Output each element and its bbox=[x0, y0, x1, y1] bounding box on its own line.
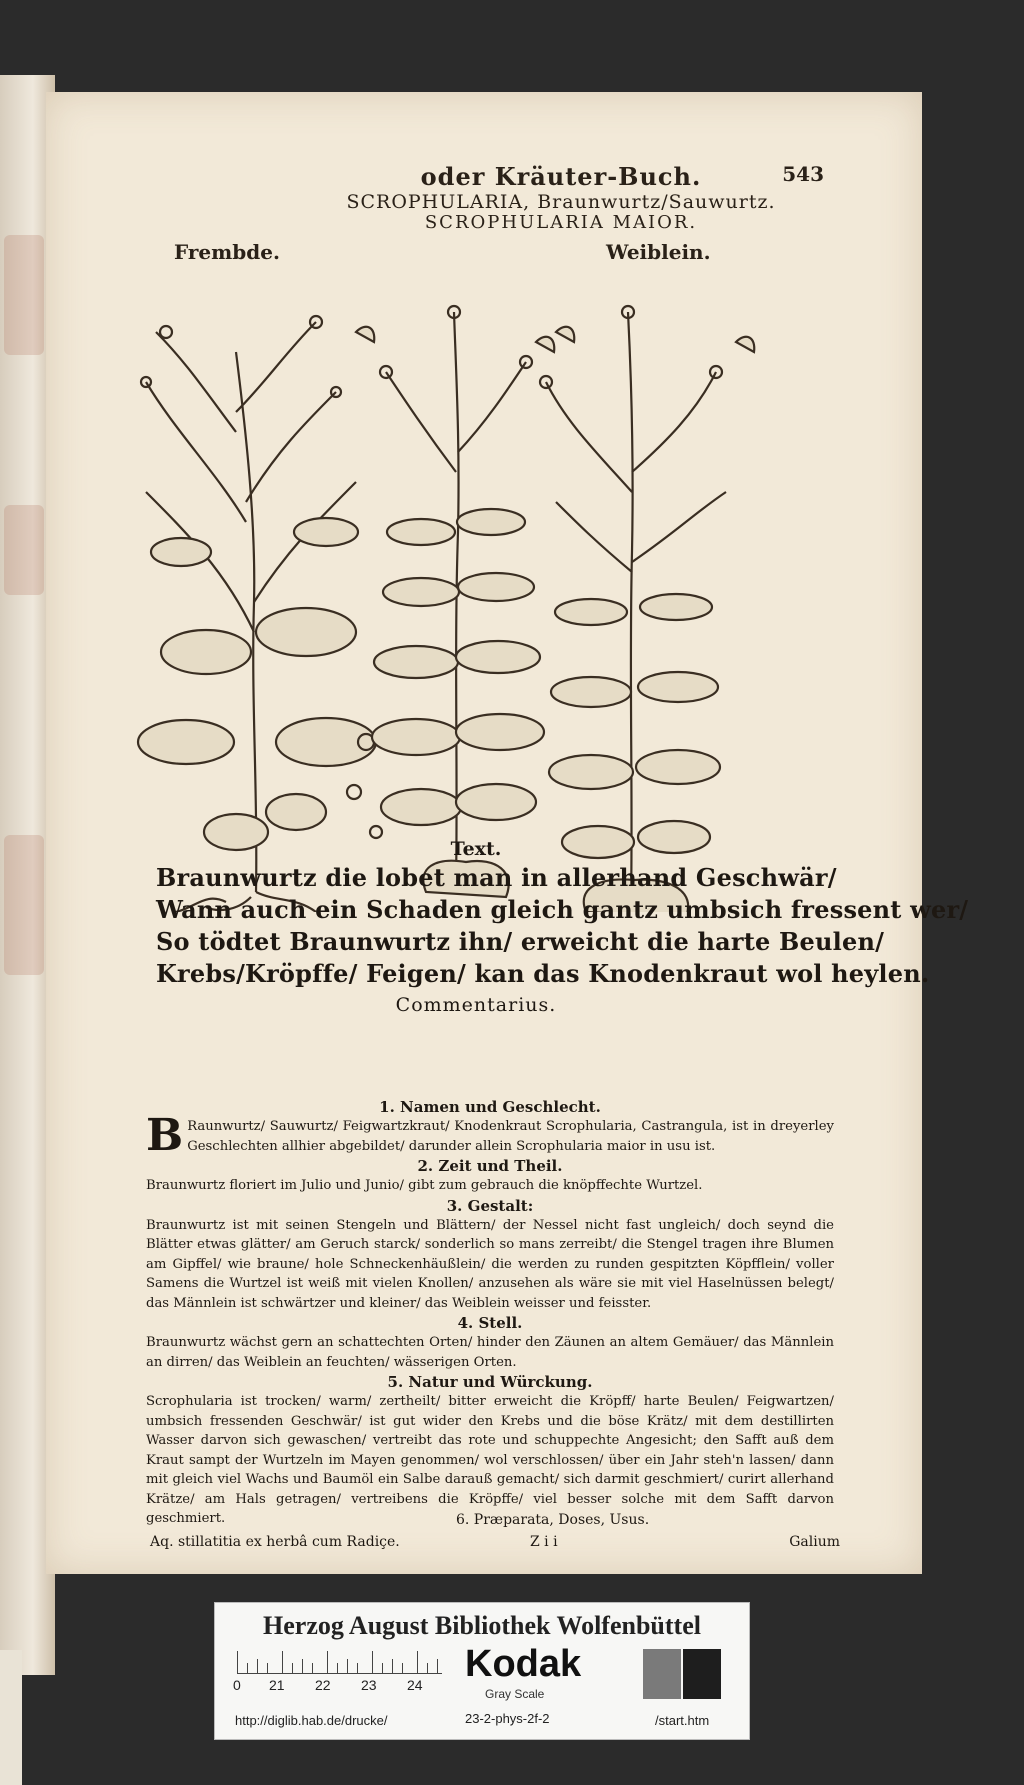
plant-woodcut-illustration bbox=[86, 272, 837, 912]
drop-capital: B bbox=[146, 1110, 184, 1161]
page-header bbox=[326, 162, 824, 233]
page-subtitle: SCROPHULARIA MAIOR. bbox=[424, 212, 698, 233]
verse-line: So tödtet Braunwurtz ihn/ erweicht die harte Beulen/ bbox=[156, 927, 885, 956]
color-card: Herzog August Bibliothek Wolfenbüttel 0 21 22 23 24 Kodak Gray Scale http://diglib.hab.de/drucke/ 23-2-phys-2f-2 /start.htm bbox=[214, 1602, 750, 1740]
verse-line: Krebs/Kröpffe/ Feigen/ kan das Knodenkraut wol heylen. bbox=[156, 959, 930, 988]
plant-left bbox=[138, 316, 382, 912]
verse-line: Braunwurtz die lobet man in allerhand Geschwär/ bbox=[156, 863, 837, 892]
verse-block bbox=[156, 838, 969, 1016]
plant-middle bbox=[356, 306, 554, 897]
running-head: oder Kräuter-Buch. bbox=[420, 162, 702, 191]
section-text: Braunwurtz wächst gern an schattechten Orten/ hinder den Zäunen an altem Gemäuer/ das Männlein an dirren/ das Weiblein an feuchten/ wässerigen Orten. bbox=[146, 1335, 834, 1370]
gray-scale-label: Gray Scale bbox=[485, 1687, 545, 1701]
section-heading: 5. Natur und Würckung. bbox=[387, 1373, 593, 1391]
page-stain bbox=[4, 835, 44, 975]
black-swatch bbox=[683, 1649, 721, 1699]
section-heading-prep: 6. Præparata, Doses, Usus. bbox=[456, 1512, 650, 1528]
page-stain bbox=[4, 235, 44, 355]
plant-label-right: Weiblein. bbox=[606, 240, 711, 264]
gray-swatch bbox=[643, 1649, 681, 1699]
section-heading: 4. Stell. bbox=[457, 1314, 523, 1332]
catchword: Galium bbox=[789, 1534, 840, 1550]
library-name: Herzog August Bibliothek Wolfenbüttel bbox=[263, 1611, 701, 1640]
section-heading: 1. Namen und Geschlecht. bbox=[379, 1098, 601, 1116]
commentarius-heading: Commentarius. bbox=[395, 994, 557, 1016]
section-heading: 2. Zeit und Theil. bbox=[417, 1157, 563, 1175]
commentary-body bbox=[146, 1097, 834, 1529]
shelfmark: 23-2-phys-2f-2 bbox=[465, 1711, 550, 1726]
page-title: SCROPHULARIA, Braunwurtz/Sauwurtz. bbox=[346, 191, 776, 213]
page-number: 543 bbox=[782, 162, 824, 186]
kodak-logo: Kodak bbox=[465, 1643, 582, 1685]
page-footer bbox=[150, 1534, 840, 1550]
start-page-link: /start.htm bbox=[655, 1713, 710, 1728]
signature-mark: Z i i bbox=[530, 1534, 558, 1550]
plant-label-left: Frembde. bbox=[174, 240, 280, 264]
footer-note: Aq. stillatitia ex herbâ cum Radiçe. bbox=[150, 1534, 400, 1550]
verse-heading: Text. bbox=[450, 838, 502, 860]
section-text: Braunwurtz ist mit seinen Stengeln und Blättern/ der Nessel nicht fast ungleich/ doch seynd die Blätter etwas glätter/ am Geruch starck/ sonderlich so mans zerreibt/ die Stengel tragen ihre Blumen am Gipffel/ wie braune/ hole Schneckenhäußlein/ die werden zu runden gespitzten Köpfflein/ voller Samens die Wurtzel ist weiß mit vielen Knollen/ anzusehen als wäre sie mit viel Haselnüssen belegt/ das Männlein ist schwärtzer und kleiner/ das Weiblein weisser und feisster. bbox=[146, 1217, 834, 1311]
library-url: http://diglib.hab.de/drucke/ bbox=[235, 1713, 388, 1728]
section-text: Braunwurtz floriert im Julio und Junio/ gibt zum gebrauch die knöpffechte Wurtzel. bbox=[146, 1178, 703, 1193]
library-label-strip bbox=[0, 1650, 22, 1785]
section-text: B Raunwurtz/ Sauwurtz/ Feigwartzkraut/ Knodenkraut Scrophularia, Castrangula, ist in dreyerley Geschlechten allhier abgebildet/ darunder allein Scrophularia maior in usu ist. bbox=[146, 1110, 834, 1161]
page-stain bbox=[4, 505, 44, 595]
plant-right bbox=[540, 306, 754, 912]
book-page bbox=[46, 92, 969, 1574]
verse-line: Wann auch ein Schaden gleich gantz umbsich fressent wer/ bbox=[156, 895, 969, 924]
section-heading: 3. Gestalt: bbox=[446, 1196, 534, 1215]
section-text: Scrophularia ist trocken/ warm/ zertheilt/ bitter erweicht die Kröpff/ harte Beulen/ Feigwartzen/ umbsich fressenden Geschwär/ ist gut wider den Krebs und die böse Krätz/ mit dem destillirten Wasser darvon sich gewaschen/ vertreibt das rote und schuppechte Angesicht; den Safft auß dem Kraut sampt der Wurtzeln im Mayen genommen/ wol verschlossen/ über ein Jahr steh'n lassen/ dann mit gleich viel Wachs und Baumöl ein Salbe darauß gemacht/ sich darmit geschmiert/ curirt allerhand Krätze/ am Hals getragen/ vertreibens die Kröpffe/ viel besser solche mit dem Safft darvon geschmiert. bbox=[146, 1394, 834, 1526]
scale-ruler bbox=[237, 1651, 442, 1674]
